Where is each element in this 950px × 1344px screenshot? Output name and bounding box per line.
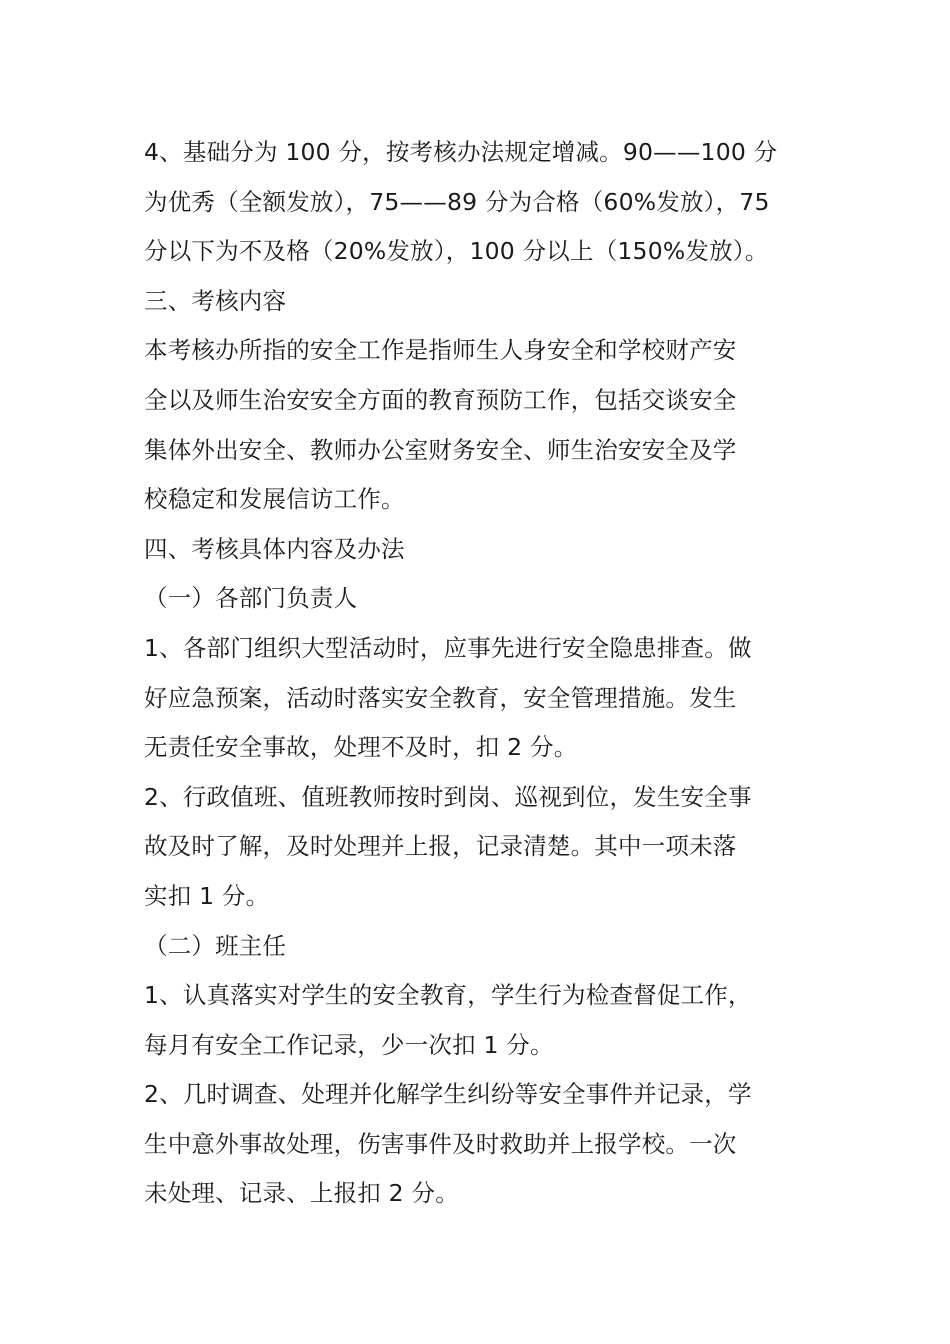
text-line: 2、几时调查、处理并化解学生纠纷等安全事件并记录，学 [144, 1080, 752, 1109]
text-line: 分以下为不及格（20%发放），100 分以上（150%发放）。 [144, 237, 769, 266]
text-line: 每月有安全工作记录，少一次扣 1 分。 [144, 1030, 554, 1059]
text-line: 4、基础分为 100 分，按考核办法规定增减。90——100 分 [144, 138, 778, 166]
section-heading: 四、考核具体内容及办法 [144, 534, 405, 563]
text-line: 集体外出安全、教师办公室财务安全、师生治安安全及学 [144, 435, 737, 464]
section-heading: 三、考核内容 [144, 286, 287, 315]
text-line: 故及时了解，及时处理并上报，记录清楚。其中一项未落 [144, 832, 737, 861]
text-line: 为优秀（全额发放），75——89 分为合格（60%发放），75 [144, 187, 770, 216]
text-line: 1、认真落实对学生的安全教育，学生行为检查督促工作， [144, 981, 752, 1010]
text-line: 未处理、记录、上报扣 2 分。 [144, 1179, 459, 1208]
text-line: 全以及师生治安安全方面的教育预防工作，包括交谈安全 [144, 385, 737, 414]
text-line: 2、行政值班、值班教师按时到岗、巡视到位，发生安全事 [144, 782, 752, 811]
subsection-heading: （一）各部门负责人 [144, 584, 358, 613]
text-line: 校稳定和发展信访工作。 [144, 485, 405, 514]
document-body [144, 128, 810, 1219]
text-line: 1、各部门组织大型活动时，应事先进行安全隐患排查。做 [144, 633, 752, 662]
text-line: 实扣 1 分。 [144, 881, 270, 910]
text-line: 本考核办所指的安全工作是指师生人身安全和学校财产安 [144, 336, 737, 365]
text-line: 好应急预案，活动时落实安全教育，安全管理措施。发生 [144, 683, 737, 712]
text-line: 无责任安全事故，处理不及时，扣 2 分。 [144, 733, 578, 762]
subsection-heading: （二）班主任 [144, 931, 287, 960]
text-line: 生中意外事故处理，伤害事件及时救助并上报学校。一次 [144, 1129, 737, 1158]
